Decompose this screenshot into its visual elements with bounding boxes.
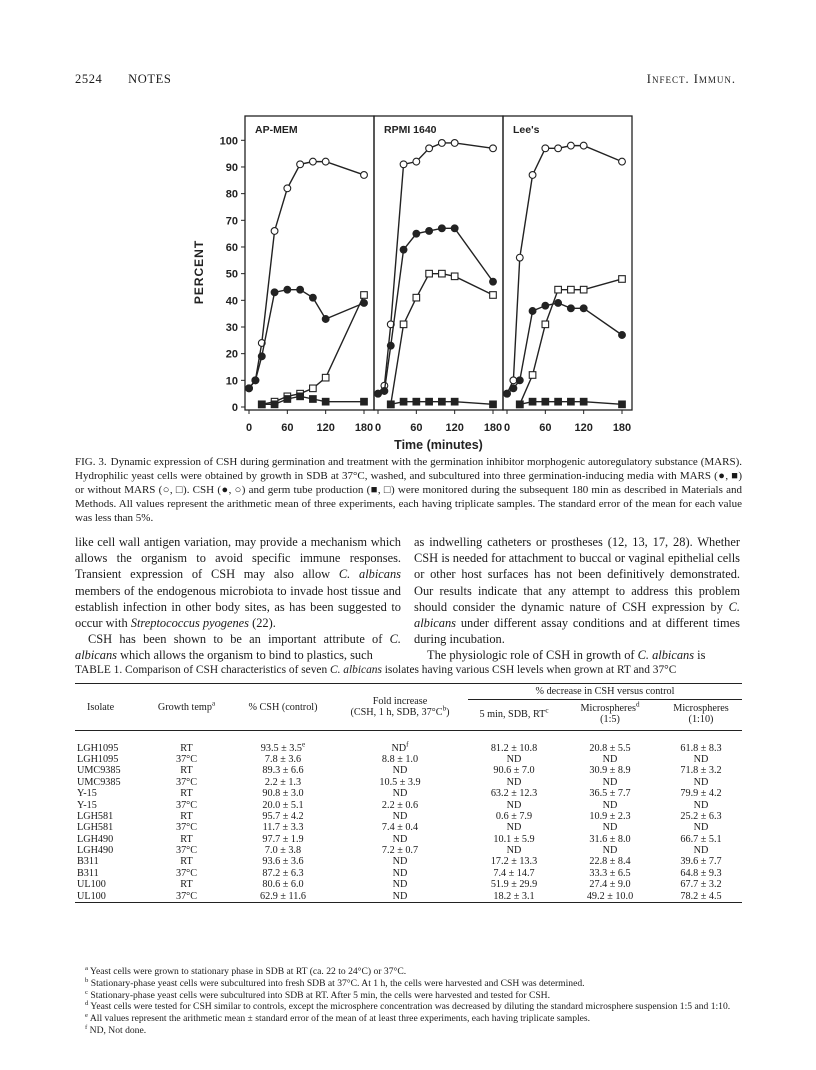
cell-microspheres-1-5: 49.2 ± 10.0 (586, 890, 634, 902)
cell-fold-increase: 10.5 ± 3.9 (379, 776, 421, 788)
cell-microspheres-1-5: 20.8 ± 5.5 (589, 742, 631, 754)
x-tick-label: 120 (316, 422, 335, 434)
table-row (75, 856, 742, 867)
cell-fold-increase: ND (392, 879, 408, 891)
y-tick-label: 30 (225, 321, 238, 334)
cell-csh-control: 2.2 ± 1.3 (264, 776, 302, 788)
data-point (361, 292, 368, 299)
data-point (375, 390, 382, 397)
cell-csh-control: 7.0 ± 3.8 (264, 845, 302, 857)
cell-csh-control: 97.7 ± 1.9 (262, 833, 304, 845)
col-header-isolate: Isolate (87, 701, 115, 713)
x-tick-label: 180 (612, 422, 632, 434)
table-row (75, 834, 742, 845)
x-tick-label: 180 (354, 422, 374, 434)
data-point (439, 398, 446, 405)
y-tick-label: 0 (231, 402, 238, 414)
panel-frame (374, 116, 503, 410)
data-point (284, 396, 291, 403)
cell-csh-control: 20.0 ± 5.1 (262, 799, 304, 811)
data-point (297, 161, 304, 168)
y-tick-label: 70 (225, 215, 238, 228)
data-point (529, 308, 536, 315)
cell-microspheres-1-10: 64.8 ± 9.3 (680, 867, 722, 879)
y-tick-label: 100 (219, 135, 238, 148)
panel-title: Lee's (513, 124, 540, 136)
data-point (400, 161, 407, 168)
data-point (426, 145, 433, 152)
data-point (555, 398, 562, 405)
cell-growth-temp: 37°C (175, 822, 198, 834)
table-row (75, 777, 742, 788)
data-point (413, 158, 420, 165)
data-point (246, 385, 253, 392)
data-point (252, 377, 259, 384)
data-point (451, 398, 458, 405)
cell-growth-temp: 37°C (175, 753, 198, 765)
cell-fold-increase: 8.8 ± 1.0 (381, 753, 419, 765)
y-tick-label: 60 (225, 241, 238, 254)
cell-microspheres-1-5: ND (602, 776, 618, 788)
cell-isolate: UMC9385 (77, 765, 121, 777)
data-point (271, 228, 278, 235)
col-header-growth-temp: Growth temp$^a$ (157, 699, 216, 713)
table-row (75, 788, 742, 799)
cell-fold-increase: ND (392, 788, 408, 800)
data-point (309, 294, 316, 301)
data-point (451, 225, 458, 232)
data-point (297, 393, 304, 400)
cell-isolate: Y-15 (77, 799, 97, 811)
data-point (361, 398, 368, 405)
cell-csh-control: 93.6 ± 3.6 (262, 856, 304, 868)
cell-growth-temp: RT (180, 833, 193, 845)
footnote: $^f$ ND, Not done. (85, 1023, 147, 1036)
cell-growth-temp: 37°C (175, 890, 198, 902)
cell-isolate: B311 (77, 856, 99, 868)
footnote: $^b$ Stationary-phase yeast cells were subcultured into fresh SDB at 37°C. At 1 h, the cells were harvested and CSH was determined. (85, 976, 585, 989)
data-point (310, 385, 317, 392)
table-row (75, 879, 742, 890)
cell-microspheres-1-5: 10.9 ± 2.3 (589, 810, 631, 822)
cell-microspheres-1-5: 36.5 ± 7.7 (589, 788, 631, 800)
body-column-left (75, 534, 401, 664)
data-point (387, 401, 394, 408)
panel-title: AP-MEM (255, 124, 298, 136)
cell-microspheres-1-10: 39.6 ± 7.7 (680, 856, 722, 868)
data-point (413, 230, 420, 237)
running-header-left (75, 72, 193, 87)
cell-csh-control: 95.7 ± 4.2 (262, 810, 304, 822)
data-point (284, 185, 291, 192)
cell-5min: 17.2 ± 13.3 (490, 856, 538, 868)
table-row (75, 742, 742, 753)
cell-fold-increase: 2.2 ± 0.6 (381, 799, 419, 811)
y-axis-label: PERCENT (192, 239, 206, 305)
data-point (580, 142, 587, 149)
cell-microspheres-1-5: 27.4 ± 9.0 (589, 879, 631, 891)
cell-microspheres-1-5: 31.6 ± 8.0 (589, 833, 631, 845)
cell-microspheres-1-10: ND (693, 822, 709, 834)
footnote: $^c$ Stationary-phase yeast cells were subcultured into SDB at RT. After 5 min, the cells were harvested and tested for CSH. (85, 988, 551, 1001)
cell-microspheres-1-5: ND (602, 845, 618, 857)
x-tick-label: 60 (539, 422, 552, 434)
cell-5min: 10.1 ± 5.9 (493, 833, 535, 845)
table-title-start: TABLE 1. Comparison of CSH characteristics of seven (75, 664, 331, 676)
cell-csh-control: 90.8 ± 3.0 (262, 788, 304, 800)
data-point (361, 172, 368, 179)
body-left-paragraph: CSH has been shown to be an important attribute of C. albicans which allows the organism to bind to plastics, such (75, 632, 401, 663)
body-column-right (414, 534, 740, 664)
y-tick-label: 90 (225, 161, 238, 174)
data-point (619, 276, 626, 283)
table-row (75, 890, 742, 902)
x-tick-label: 60 (410, 422, 423, 434)
cell-microspheres-1-10: ND (693, 799, 709, 811)
data-point (413, 294, 420, 301)
cell-microspheres-1-10: ND (693, 845, 709, 857)
data-point (438, 140, 445, 147)
data-point (400, 321, 407, 328)
cell-isolate: LGH490 (77, 833, 114, 845)
figure-label: FIG. 3. (75, 456, 107, 468)
table-footnotes (85, 966, 745, 1037)
cell-microspheres-1-10: 66.7 ± 5.1 (680, 833, 722, 845)
data-point (451, 140, 458, 147)
cell-fold-increase: ND (392, 833, 408, 845)
x-tick-label: 120 (574, 422, 593, 434)
data-point (568, 398, 575, 405)
data-point (516, 377, 523, 384)
data-point (322, 374, 329, 381)
x-tick-label: 0 (245, 422, 253, 434)
data-point (542, 398, 549, 405)
data-point (580, 305, 587, 312)
series-line (391, 274, 493, 405)
data-point (567, 305, 574, 312)
y-tick-label: 80 (225, 188, 238, 201)
cell-isolate: LGH581 (77, 810, 114, 822)
data-point (619, 332, 626, 339)
data-point (567, 142, 574, 149)
cell-csh-control: 93.5 ± 3.5$^e$ (260, 740, 306, 754)
cell-5min: ND (506, 799, 522, 811)
cell-5min: 7.4 ± 14.7 (493, 867, 535, 879)
figure-3-chart (170, 112, 632, 452)
data-point (438, 225, 445, 232)
table-row (75, 822, 742, 833)
data-point (490, 145, 497, 152)
cell-growth-temp: 37°C (175, 845, 198, 857)
cell-fold-increase: $ND^f$ (391, 740, 409, 754)
data-point (490, 278, 497, 285)
cell-csh-control: 87.2 ± 6.3 (262, 867, 304, 879)
x-tick-label: 60 (281, 422, 294, 434)
cell-microspheres-1-10: 71.8 ± 3.2 (680, 765, 722, 777)
page-number: 2524 (75, 72, 103, 86)
cell-microspheres-1-10: ND (693, 776, 709, 788)
cell-5min: 0.6 ± 7.9 (495, 810, 533, 822)
footnote: $^d$ Yeast cells were tested for CSH similar to controls, except the microsphere concentration was decreased by diluting the standard microsphere suspension 1:5 and 1:10. (85, 1000, 731, 1013)
x-tick-label: 180 (483, 422, 503, 434)
footnote: $^e$ All values represent the arithmetic mean ± standard error of the mean of at least three experiments, each having triplicate samples. (85, 1012, 591, 1025)
data-point (309, 158, 316, 165)
data-point (426, 270, 433, 277)
data-point (580, 398, 587, 405)
data-point (413, 398, 420, 405)
cell-fold-increase: 7.2 ± 0.7 (381, 845, 419, 857)
data-point (439, 270, 446, 277)
col-header-csh-control: % CSH (control) (248, 701, 318, 713)
cell-isolate: LGH490 (77, 845, 114, 857)
cell-microspheres-1-5: ND (602, 753, 618, 765)
data-point (387, 342, 394, 349)
cell-5min: 18.2 ± 3.1 (493, 890, 535, 902)
data-point (322, 158, 329, 165)
cell-isolate: UL100 (77, 879, 106, 891)
data-point (381, 388, 388, 395)
section-name: NOTES (128, 72, 172, 86)
data-point (322, 398, 329, 405)
cell-5min: 81.2 ± 10.8 (490, 742, 538, 754)
series-line (249, 162, 364, 389)
table-row (75, 811, 742, 822)
cell-isolate: B311 (77, 867, 99, 879)
col-header-microspheres-1-5: Microspheres$^d$ (1:5) (580, 700, 640, 725)
cell-csh-control: 7.8 ± 3.6 (264, 753, 302, 765)
cell-microspheres-1-5: ND (602, 799, 618, 811)
cell-isolate: LGH581 (77, 822, 114, 834)
data-point (555, 300, 562, 307)
y-tick-label: 20 (225, 348, 238, 361)
data-point (529, 372, 536, 379)
data-point (426, 228, 433, 235)
cell-isolate: Y-15 (77, 788, 97, 800)
table-row (75, 845, 742, 856)
data-point (271, 289, 278, 296)
data-point (490, 292, 497, 299)
cell-growth-temp: RT (180, 856, 193, 868)
table-title-end: isolates having various CSH levels when grown at RT and 37°C (381, 664, 677, 676)
col-group-percent-decrease: % decrease in CSH versus control (468, 684, 742, 700)
cell-growth-temp: RT (180, 879, 193, 891)
csh-table (75, 683, 742, 905)
col-header-fold-increase: Fold increase (CSH, 1 h, SDB, $37^\circ C^b$) (350, 696, 450, 718)
footnote: $^a$ Yeast cells were grown to stationary phase in SDB at RT (ca. 22 to 24°C) or 37°C. (85, 964, 407, 977)
data-point (322, 316, 329, 323)
data-point (400, 398, 407, 405)
series-line (507, 303, 622, 394)
cell-microspheres-1-5: 30.9 ± 8.9 (589, 765, 631, 777)
body-left-paragraph: like cell wall antigen variation, may provide a mechanism which allows the organism to avoid specific immune responses. Transient expression of CSH may also allow C. albicans members of the endogenous microbiota to invade host tissue and establish infection in other body sites, as has been suggested to occur with Streptococcus pyogenes (22). (75, 535, 401, 631)
cell-microspheres-1-10: 78.2 ± 4.5 (680, 890, 722, 902)
table-title (75, 664, 676, 676)
data-point (542, 321, 549, 328)
data-point (516, 254, 523, 261)
data-point (542, 145, 549, 152)
data-point (568, 286, 575, 293)
cell-growth-temp: 37°C (175, 776, 198, 788)
cell-fold-increase: ND (392, 867, 408, 879)
data-point (542, 302, 549, 309)
cell-isolate: UL100 (77, 890, 106, 902)
cell-5min: ND (506, 776, 522, 788)
cell-growth-temp: 37°C (175, 799, 198, 811)
col-header-microspheres-1-10: Microspheres (1:10) (673, 703, 729, 725)
table-row (75, 868, 742, 879)
series-line (378, 228, 493, 393)
data-point (529, 398, 536, 405)
cell-microspheres-1-10: 67.7 ± 3.2 (680, 879, 722, 891)
cell-5min: 90.6 ± 7.0 (493, 765, 535, 777)
data-point (619, 158, 626, 165)
cell-microspheres-1-10: 61.8 ± 8.3 (680, 742, 722, 754)
data-point (580, 286, 587, 293)
cell-microspheres-1-5: 22.8 ± 8.4 (589, 856, 631, 868)
cell-fold-increase: ND (392, 890, 408, 902)
cell-growth-temp: RT (180, 742, 193, 754)
cell-growth-temp: RT (180, 788, 193, 800)
cell-isolate: LGH1095 (77, 753, 119, 765)
data-point (284, 286, 291, 293)
panel-title: RPMI 1640 (384, 124, 437, 136)
cell-microspheres-1-5: 33.3 ± 6.5 (589, 867, 631, 879)
data-point (310, 396, 317, 403)
table-row (75, 799, 742, 810)
data-point (555, 145, 562, 152)
x-tick-label: 120 (445, 422, 464, 434)
series-line (378, 143, 493, 394)
x-tick-label: 0 (503, 422, 511, 434)
cell-csh-control: 89.3 ± 6.6 (262, 765, 304, 777)
data-point (451, 273, 458, 280)
cell-microspheres-1-5: ND (602, 822, 618, 834)
y-tick-label: 10 (225, 375, 238, 388)
cell-5min: ND (506, 822, 522, 834)
cell-growth-temp: RT (180, 810, 193, 822)
cell-fold-increase: 7.4 ± 0.4 (381, 822, 419, 834)
data-point (426, 398, 433, 405)
cell-microspheres-1-10: ND (693, 753, 709, 765)
data-point (510, 385, 517, 392)
cell-csh-control: 62.9 ± 11.6 (260, 890, 306, 902)
cell-microspheres-1-10: 25.2 ± 6.3 (680, 810, 722, 822)
data-point (258, 353, 265, 360)
data-point (258, 401, 265, 408)
table-row (75, 765, 742, 776)
cell-microspheres-1-10: 79.9 ± 4.2 (680, 788, 722, 800)
cell-5min: ND (506, 845, 522, 857)
cell-5min: ND (506, 753, 522, 765)
body-right-paragraph: The physiologic role of CSH in growth of C. albicans is (427, 648, 706, 663)
data-point (619, 401, 626, 408)
cell-fold-increase: ND (392, 810, 408, 822)
cell-growth-temp: 37°C (175, 867, 198, 879)
x-axis-label: Time (minutes) (394, 438, 483, 452)
journal-name: Infect. Immun. (646, 72, 736, 86)
data-point (271, 401, 278, 408)
cell-fold-increase: ND (392, 856, 408, 868)
y-tick-label: 40 (225, 295, 238, 308)
body-right-paragraph: as indwelling catheters or prostheses (12, 13, 17, 28). Whether CSH is needed for attachment to buccal or vaginal epithelial cells or other host surfaces has not been definitively demonstrated. Our results indicate that any attempt to address this problem should consider the dynamic nature of CSH expression by C. albicans under different assay conditions and at different times during incubation. (414, 535, 740, 647)
data-point (555, 286, 562, 293)
data-point (297, 286, 304, 293)
x-tick-label: 0 (374, 422, 382, 434)
col-header-5min: 5 min, SDB, $RT^c$ (479, 706, 549, 720)
figure-caption-text: Dynamic expression of CSH during germination and treatment with the germination inhibitor morphogenic autoregulatory substance (MARS). Hydrophilic yeast cells were obtained by growth in SDB at 37°C, washed, and subcultured into three germination-inducing media with MARS (●, ■) or without MARS (○, □). CSH (●, ○) and germ tube production (■, □) were monitored during the subsequent 180 min as described in Materials and Methods. All values represent the arithmetic mean of three experiments, each having triplicate samples. The standard error of the mean for each value was less than 5%. (75, 456, 742, 524)
data-point (400, 246, 407, 253)
cell-fold-increase: ND (392, 765, 408, 777)
cell-csh-control: 80.6 ± 6.0 (262, 879, 304, 891)
cell-growth-temp: RT (180, 765, 193, 777)
table-row (75, 754, 742, 765)
cell-isolate: LGH1095 (77, 742, 119, 754)
y-tick-label: 50 (225, 268, 238, 281)
cell-isolate: UMC9385 (77, 776, 121, 788)
data-point (490, 401, 497, 408)
data-point (529, 172, 536, 179)
series-line (520, 279, 622, 404)
data-point (510, 377, 517, 384)
cell-csh-control: 11.7 ± 3.3 (262, 822, 304, 834)
data-point (516, 401, 523, 408)
cell-5min: 51.9 ± 29.9 (490, 879, 538, 891)
figure-caption (75, 455, 742, 525)
data-point (504, 390, 511, 397)
cell-5min: 63.2 ± 12.3 (490, 788, 538, 800)
table-title-species: C. albicans (330, 664, 382, 676)
